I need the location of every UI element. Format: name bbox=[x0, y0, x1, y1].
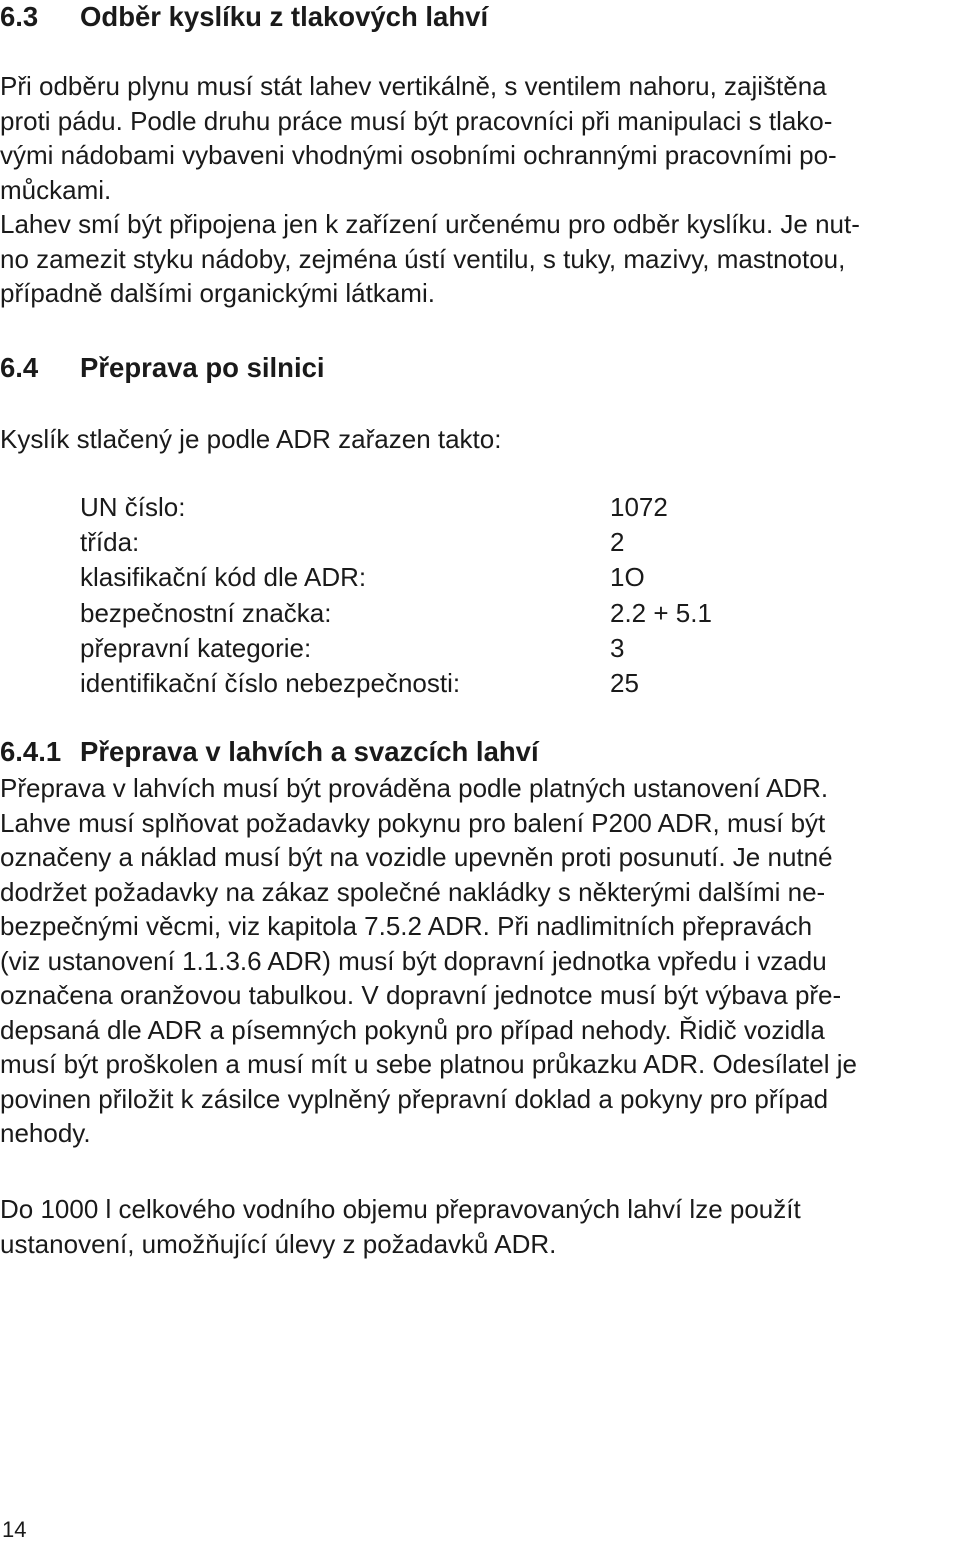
text-line: povinen přiložit k zásilce vyplněný přepravní doklad a pokyny pro případ bbox=[0, 1083, 829, 1114]
heading-number: 6.3 bbox=[0, 1, 39, 32]
text-line: musí být proškolen a musí mít u sebe platnou průkazku ADR. Odesílatel je bbox=[0, 1049, 857, 1079]
paragraph-6-3-a bbox=[0, 69, 956, 207]
text-line: depsaná dle ADR a písemných pokynů pro případ nehody. Řidič vozidla bbox=[0, 1014, 825, 1045]
heading-number: 6.4.1 bbox=[0, 736, 62, 767]
text-line: ustanovení, umožňující úlevy z požadavků ADR. bbox=[0, 1228, 557, 1259]
text-line: Při odběru plynu musí stát lahev vertikálně, s ventilem nahoru, zajištěna bbox=[0, 71, 827, 101]
page-number: 14 bbox=[2, 1517, 27, 1542]
classification-label: klasifikační kód dle ADR: bbox=[80, 562, 367, 592]
heading-title: Přeprava v lahvích a svazcích lahví bbox=[80, 736, 539, 767]
paragraph-6-4-1-a bbox=[0, 771, 956, 1151]
text-line: Lahve musí splňovat požadavky pokynu pro balení P200 ADR, musí být bbox=[0, 807, 826, 838]
heading-6-3 bbox=[0, 0, 956, 34]
text-line: vými nádobami vybaveni vhodnými osobními ochrannými pracovními po- bbox=[0, 140, 837, 170]
text-line: Do 1000 l celkového vodního objemu přepravovaných lahví lze použít bbox=[0, 1194, 801, 1224]
classification-label: identifikační číslo nebezpečnosti: bbox=[80, 668, 461, 698]
classification-label: přepravní kategorie: bbox=[80, 633, 312, 663]
classification-value: 25 bbox=[610, 668, 639, 698]
classification-label: bezpečnostní značka: bbox=[80, 598, 332, 628]
text-line: bezpečnými věcmi, viz kapitola 7.5.2 ADR. Při nadlimitních přepravách bbox=[0, 911, 813, 941]
classification-value: 1072 bbox=[610, 492, 668, 522]
classification-value: 2 bbox=[610, 527, 625, 557]
classification-label: třída: bbox=[80, 527, 140, 557]
heading-6-4-1 bbox=[0, 735, 956, 769]
classification-label: UN číslo: bbox=[80, 492, 186, 522]
heading-title: Přeprava po silnici bbox=[80, 352, 325, 383]
text-line: no zamezit styku nádoby, zejména ústí ventilu, s tuky, mazivy, mastnotou, bbox=[0, 243, 846, 274]
paragraph-6-4-intro bbox=[0, 422, 956, 457]
classification-value: 1O bbox=[610, 562, 645, 592]
text-line: označeny a náklad musí být na vozidle upevněn proti posunutí. Je nutné bbox=[0, 842, 833, 872]
heading-number: 6.4 bbox=[0, 352, 39, 383]
text-line: můckami. bbox=[0, 174, 112, 205]
paragraph-6-3-b bbox=[0, 207, 956, 311]
text-line: nehody. bbox=[0, 1118, 91, 1148]
heading-title: Odběr kyslíku z tlakových lahví bbox=[80, 1, 489, 32]
text-line: Přeprava v lahvích musí být prováděna podle platných ustanovení ADR. bbox=[0, 773, 829, 803]
classification-value: 3 bbox=[610, 633, 625, 663]
text-line: proti pádu. Podle druhu práce musí být pracovníci při manipulaci s tlako- bbox=[0, 105, 833, 136]
paragraph-6-4-1-b bbox=[0, 1192, 956, 1261]
text-line: Lahev smí být připojena jen k zařízení určenému pro odběr kyslíku. Je nut- bbox=[0, 209, 860, 239]
text-line: označena oranžovou tabulkou. V dopravní jednotce musí být výbava pře- bbox=[0, 980, 842, 1010]
heading-6-4 bbox=[0, 351, 956, 385]
text-line: Kyslík stlačený je podle ADR zařazen takto: bbox=[0, 424, 502, 454]
text-line: dodržet požadavky na zákaz společné nakládky s některými dalšími ne- bbox=[0, 876, 826, 907]
classification-value: 2.2 + 5.1 bbox=[610, 598, 712, 628]
text-line: (viz ustanovení 1.1.3.6 ADR) musí být dopravní jednotka vpředu i vzadu bbox=[0, 945, 827, 976]
text-line: případně dalšími organickými látkami. bbox=[0, 278, 435, 308]
